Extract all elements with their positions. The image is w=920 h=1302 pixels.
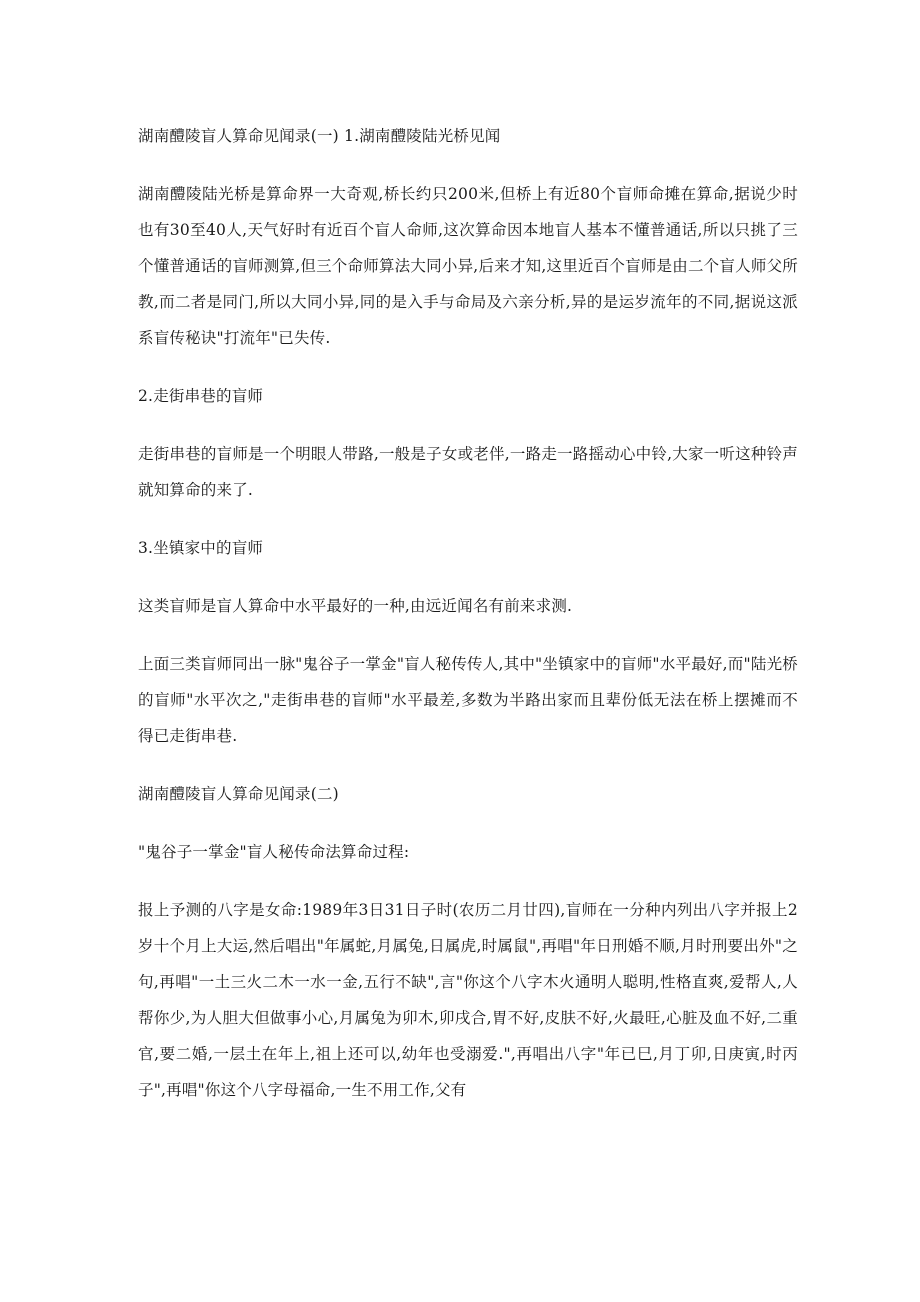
heading-record-one: 湖南醴陵盲人算命见闻录(一) 1.湖南醴陵陆光桥见闻 (138, 127, 501, 145)
paragraph-street-fortune-tellers: 走街串巷的盲师是一个明眼人带路,一般是子女或老伴,一路走一路摇动心中铃,大家一听这种铃声就知算命的来了. (138, 445, 798, 499)
heading-street-fortune-tellers: 2.走街串巷的盲师 (138, 387, 264, 405)
document-page (138, 118, 798, 1108)
heading-method-process: "鬼谷子一掌金"盲人秘传命法算命过程: (138, 843, 410, 861)
paragraph-bazi-reading: 报上予测的八字是女命:1989年3日31日子时(农历二月廿四),盲师在一分种内列出八字并报上2岁十个月上大运,然后唱出"年属蛇,月属兔,日属虎,时属鼠",再唱"年日刑婚不顺,月时刑要出外"之句,再唱"一土三火二木一水一金,五行不缺",言"你这个八字木火通明人聪明,性格直爽,爱帮人,人帮你少,为人胆大但做事小心,月属兔为卯木,卯戌合,胃不好,皮肤不好,火最旺,心脏及血不好,二重官,要二婚,一层土在年上,祖上还可以,幼年也受溺爱.",再唱出八字"年已巳,月丁卯,日庚寅,时丙子",再唱"你这个八字母福命,一生不用工作,父有 (138, 901, 798, 1099)
paragraph-luguang-bridge: 湖南醴陵陆光桥是算命界一大奇观,桥长约只200米,但桥上有近80个盲师命摊在算命,据说少时也有30至40人,天气好时有近百个盲人命师,这次算命因本地盲人基本不懂普通话,所以只挑了三个懂普通话的盲师测算,但三个命师算法大同小异,后来才知,这里近百个盲师是由二个盲人师父所教,而二者是同门,所以大同小异,同的是入手与命局及六亲分析,异的是运岁流年的不同,据说这派系盲传秘诀"打流年"已失传. (138, 185, 798, 347)
paragraph-three-types-summary: 上面三类盲师同出一脉"鬼谷子一掌金"盲人秘传传人,其中"坐镇家中的盲师"水平最好,而"陆光桥的盲师"水平次之,"走街串巷的盲师"水平最差,多数为半路出家而且辈份低无法在桥上摆摊而不得已走街串巷. (138, 655, 798, 745)
heading-record-two: 湖南醴陵盲人算命见闻录(二) (138, 785, 339, 803)
heading-home-fortune-tellers: 3.坐镇家中的盲师 (138, 539, 264, 557)
paragraph-home-fortune-tellers: 这类盲师是盲人算命中水平最好的一种,由远近闻名有前来求测. (138, 597, 573, 615)
